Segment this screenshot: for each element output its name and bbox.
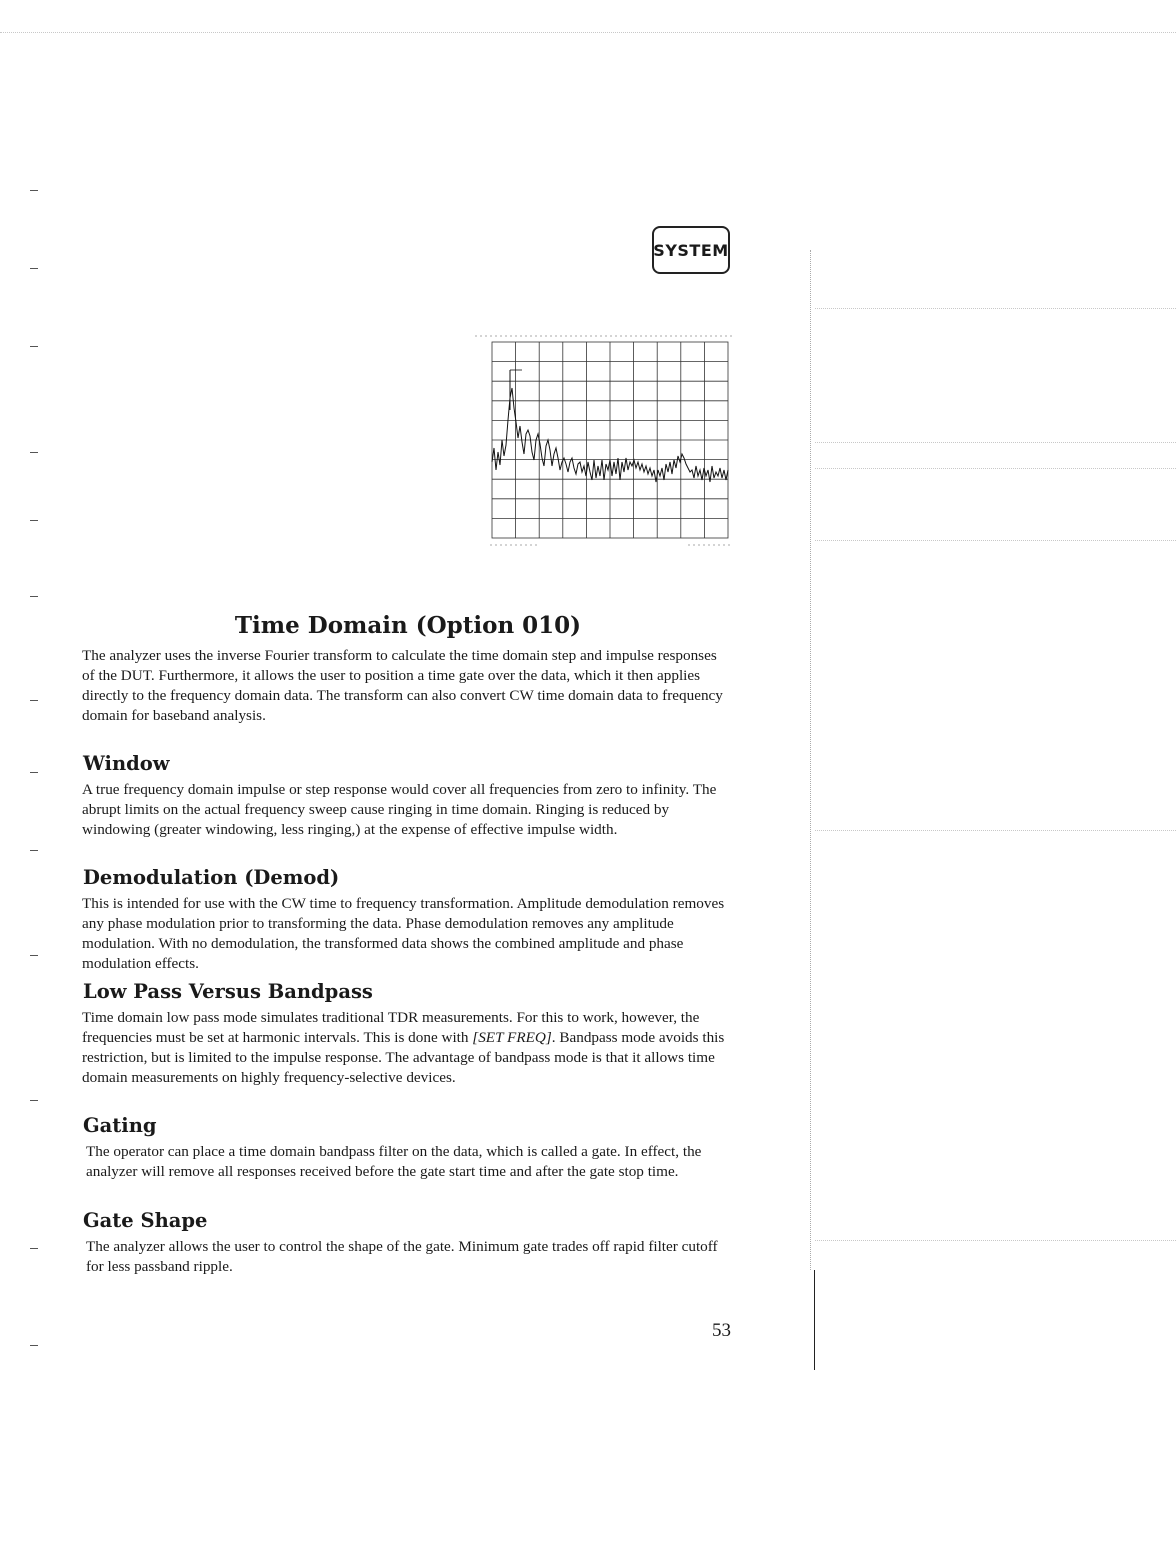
scan-artifact-right-4 [815, 540, 1176, 541]
intro-paragraph: The analyzer uses the inverse Fourier transform to calculate the time domain step and impulse responses of the DUT. Furthermore, it allows the user to position a time gate over the data, which it then applies directly to the frequency domain data. The transform can also convert CW time domain data to frequency domain for baseband analysis. [82, 647, 723, 724]
margin-mark [30, 452, 38, 453]
analyzer-screen-plot [470, 330, 740, 555]
section-heading-gating: Gating [83, 1114, 157, 1137]
section-heading-gate-shape: Gate Shape [83, 1209, 208, 1232]
section-text-gating: The operator can place a time domain bandpass filter on the data, which is called a gate. In effect, the analyzer will remove all responses received before the gate start time and after the gate stop time. [86, 1143, 702, 1180]
margin-mark [30, 346, 38, 347]
section-text-demod: This is intended for use with the CW time to frequency transformation. Amplitude demodulation removes any phase modulation prior to transforming the data. Phase demodulation removes any amplitude modulation. With no demodulation, the transformed data shows the combined amplitude and phase modulation effects. [82, 895, 725, 972]
section-heading-demod: Demodulation (Demod) [83, 866, 340, 889]
section-heading-window: Window [83, 752, 170, 775]
scan-artifact-right-6 [815, 1240, 1176, 1241]
page-number: 53 [712, 1320, 731, 1341]
section-text-lowpass [82, 1008, 732, 1088]
margin-mark [30, 850, 38, 851]
margin-mark [30, 700, 38, 701]
page-edge-line [814, 1270, 815, 1370]
margin-mark [30, 772, 38, 773]
margin-mark [30, 190, 38, 191]
scan-artifact-right-2 [815, 442, 1176, 443]
margin-mark [30, 955, 38, 956]
set-freq-key-label: [SET FREQ] [472, 1029, 552, 1046]
margin-mark [30, 1345, 38, 1346]
margin-mark [30, 268, 38, 269]
scan-artifact-right-3 [815, 468, 1176, 469]
section-text-lowpass-start: Time domain low pass mode simulates traditional TDR measurements. For this to work, however, the frequencies must be set at harmonic intervals. This is done with [82, 1009, 700, 1046]
margin-mark [30, 520, 38, 521]
scan-artifact-top [0, 32, 1176, 33]
section-text-window: A true frequency domain impulse or step response would cover all frequencies from zero to infinity. The abrupt limits on the actual frequency sweep cause ringing in time domain. Ringing is reduced by windowing (greater windowing, less ringing,) at the expense of effective impulse width. [82, 781, 717, 838]
margin-mark [30, 596, 38, 597]
margin-mark [30, 1248, 38, 1249]
section-heading-lowpass: Low Pass Versus Bandpass [83, 980, 373, 1003]
margin-mark [30, 1100, 38, 1101]
scan-artifact-right-1 [815, 308, 1176, 309]
page-title: Time Domain (Option 010) [234, 612, 582, 639]
system-key-icon: SYSTEM [652, 226, 730, 274]
section-text-lowpass-end: . Bandpass mode avoids this restriction, but is limited to the impulse response. The advantage of bandpass mode is that it allows time domain measurements on highly frequency-selective devices. [82, 1029, 725, 1086]
section-text-gate-shape: The analyzer allows the user to control the shape of the gate. Minimum gate trades off rapid filter cutoff for less passband ripple. [86, 1238, 718, 1275]
scan-artifact-right-5 [815, 830, 1176, 831]
page-edge-dotted [810, 250, 811, 1270]
